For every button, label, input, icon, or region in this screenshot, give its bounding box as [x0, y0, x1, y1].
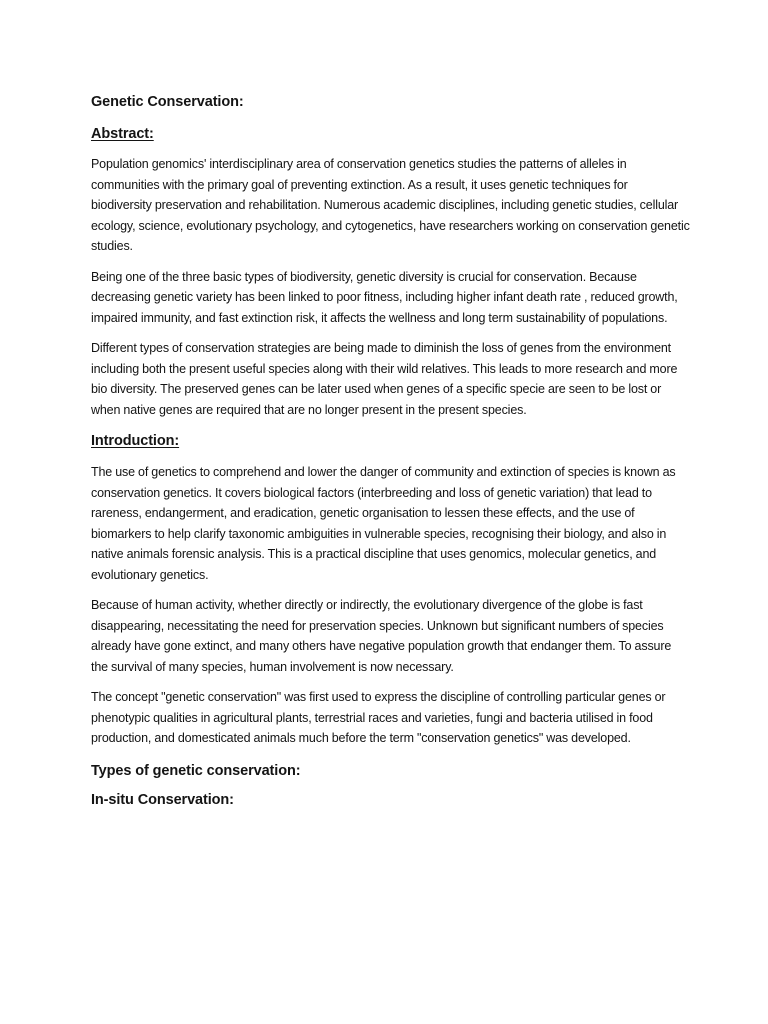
section-heading-introduction: Introduction: [91, 433, 180, 449]
paragraph: Different types of conservation strategies are being made to diminish the loss of genes from the environment including both the present useful species along with their wild relatives. This leads to more research and more bio diversity. The preserved genes can be later used when genes of a specific specie are seen to be lost or when native genes are required that are no longer present in the present species. [91, 341, 678, 417]
paragraph: The use of genetics to comprehend and lower the danger of community and extinction of species is known as conservation genetics. It covers biological factors (interbreeding and loss of genetic variation) that lead to rareness, endangerment, and eradication, genetic organisation to lessen these effects, and the use of biomarkers to help clarify taxonomic ambiguities in vulnerable species, recognising their biology, and also in native animals forensic analysis. This is a practical discipline that uses genomics, molecular genetics, and evolutionary genetics. [91, 465, 676, 582]
paragraph: Because of human activity, whether directly or indirectly, the evolutionary divergence of the globe is fast disappearing, necessitating the need for preservation species. Unknown but significant numbers of species already have gone extinct, and many others have negative population growth that endanger them. To assure the survival of many species, human involvement is now necessary. [91, 598, 672, 674]
paragraph: The concept "genetic conservation" was first used to express the discipline of controlling particular genes or phenotypic qualities in agricultural plants, terrestrial races and varieties, fungi and bacteria utilised in food production, and domesticated animals much before the term "conservation genetics" was developed. [91, 690, 666, 745]
paragraph: Being one of the three basic types of biodiversity, genetic diversity is crucial for conservation. Because decreasing genetic variety has been linked to poor fitness, including higher infant death rate , reduced growth, impaired immunity, and fast extinction risk, it affects the wellness and long term sustainability of populations. [91, 269, 678, 325]
document-title: Genetic Conservation: [91, 94, 244, 110]
section-heading-in-situ: In-situ Conservation: [91, 791, 234, 808]
section-heading-types: Types of genetic conservation: [91, 762, 301, 779]
section-heading-abstract: Abstract: [91, 126, 154, 142]
paragraph: Population genomics' interdisciplinary area of conservation genetics studies the patterns of alleles in communities with the primary goal of preventing extinction. As a result, it uses genetic techniques for biodiversity preservation and rehabilitation. Numerous academic disciplines, including genetic studies, cellular ecology, science, evolutionary psychology, and cytogenetics, have researchers working on conservation genetic studies. [91, 157, 690, 253]
